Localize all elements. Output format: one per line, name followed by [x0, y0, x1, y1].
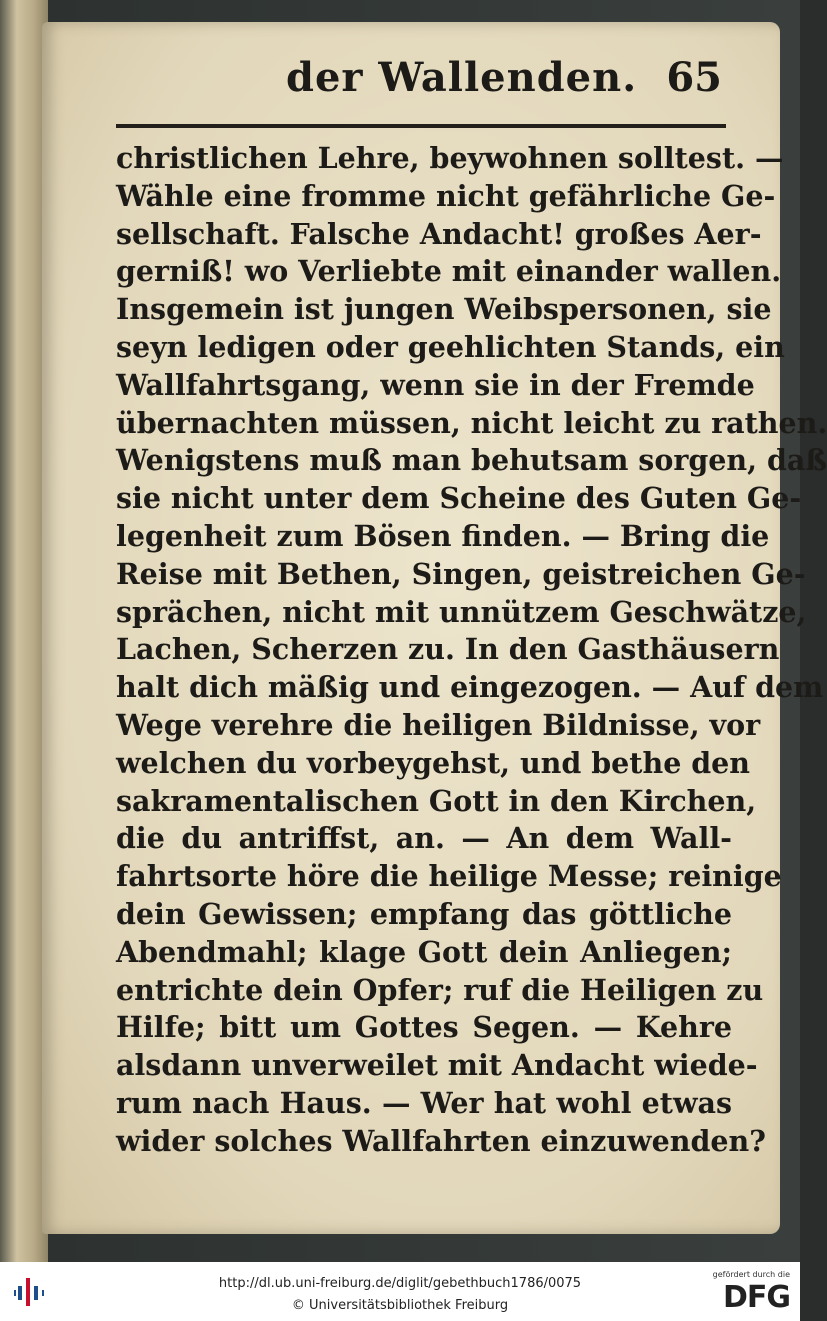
- page-number: 65: [666, 54, 722, 101]
- text-line: halt dich mäßig und eingezogen. — Auf dem: [116, 670, 824, 705]
- text-line: sprächen, nicht mit unnützem Geschwätze,: [116, 594, 807, 629]
- page-header: [110, 54, 732, 114]
- text-line: rum nach Haus. — Wer hat wohl etwas: [116, 1085, 732, 1120]
- text-line: seyn ledigen oder geehlichten Stands, ein: [116, 329, 785, 364]
- book-spine: [0, 0, 48, 1262]
- text-line: Wege verehre die heiligen Bildnisse, vor: [116, 707, 761, 742]
- text-line: Lachen, Scherzen zu. In den Gasthäusern: [116, 632, 780, 667]
- copyright-text: © Universitätsbibliothek Freiburg: [291, 1298, 509, 1313]
- text-line: Insgemein ist jungen Weibspersonen, sie: [116, 292, 772, 327]
- text-line: legenheit zum Bösen finden. — Bring die: [116, 518, 770, 553]
- footer-bar: [0, 1262, 800, 1321]
- text-line: dein Gewissen; empfang das göttliche: [116, 896, 732, 931]
- dfg-caption: gefördert durch die: [712, 1270, 790, 1279]
- text-line: wider solches Wallfahrten einzuwenden?: [116, 1123, 766, 1158]
- text-line: fahrtsorte höre die heilige Messe; reinige: [116, 859, 782, 894]
- source-url-link[interactable]: http://dl.ub.uni-freiburg.de/diglit/gebethbuch1786/0075: [218, 1276, 582, 1291]
- dfg-logo: DFG: [722, 1280, 790, 1315]
- body-text: [116, 140, 827, 1161]
- text-line: entrichte dein Opfer; ruf die Heiligen zu: [116, 972, 764, 1007]
- text-line: sie nicht unter dem Scheine des Guten Ge-: [116, 481, 802, 516]
- text-line: Reise mit Bethen, Singen, geistreichen Ge-: [116, 556, 806, 591]
- text-line: übernachten müssen, nicht leicht zu rathen.: [116, 405, 827, 440]
- text-line: sakramentalischen Gott in den Kirchen,: [116, 783, 757, 818]
- text-line: Wenigstens muß man behutsam sorgen, daß: [116, 443, 827, 478]
- header-rule: [116, 124, 726, 128]
- text-line: gerniß! wo Verliebte mit einander wallen.: [116, 254, 782, 289]
- text-line: sellschaft. Falsche Andacht! großes Aer-: [116, 216, 762, 251]
- running-head: der Wallenden.: [286, 54, 638, 101]
- text-line: Wähle eine fromme nicht gefährliche Ge-: [116, 178, 776, 213]
- text-line: Hilfe; bitt um Gottes Segen. — Kehre: [116, 1010, 732, 1045]
- text-line: die du antriffst, an. — An dem Wall-: [116, 821, 732, 856]
- text-line: Abendmahl; klage Gott dein Anliegen;: [116, 934, 732, 969]
- text-line: alsdann unverweilet mit Andacht wiede-: [116, 1048, 758, 1083]
- text-line: welchen du vorbeygehst, und bethe den: [116, 745, 751, 780]
- text-line: Wallfahrtsgang, wenn sie in der Fremde: [116, 367, 755, 402]
- text-line: christlichen Lehre, beywohnen solltest. —: [116, 141, 784, 175]
